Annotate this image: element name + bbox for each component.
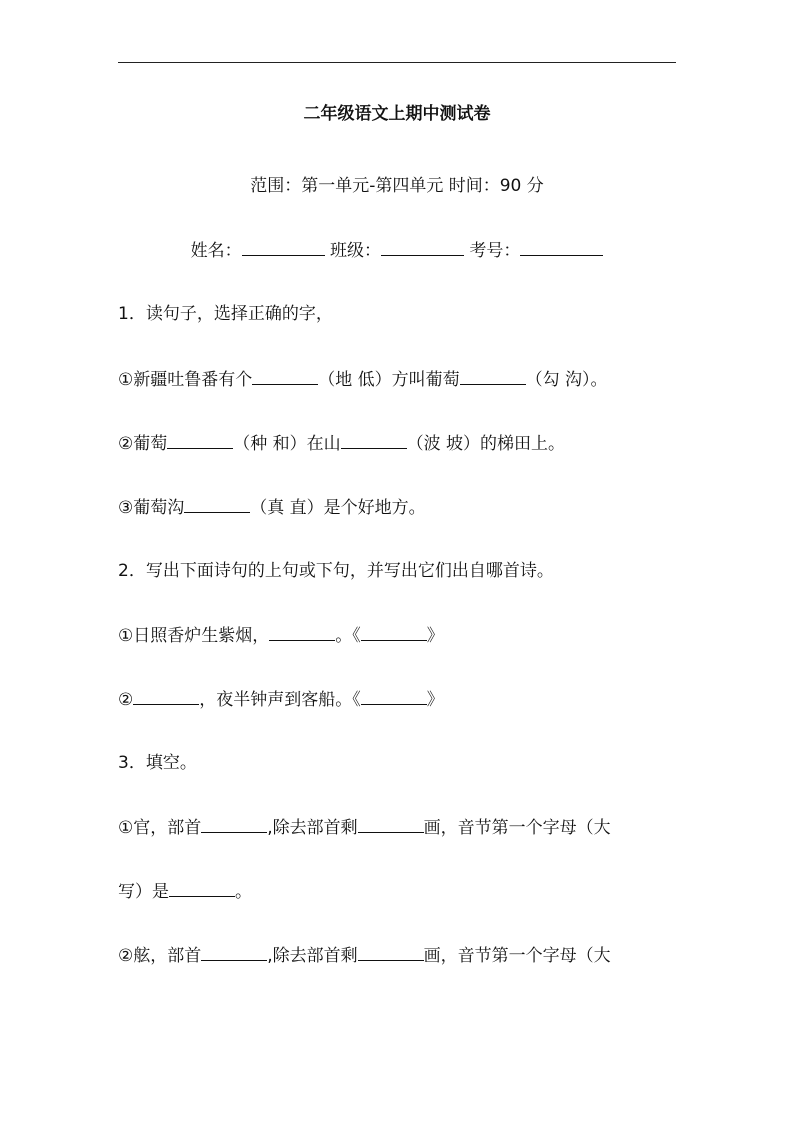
q3-line-1 (118, 816, 678, 839)
q3-s1-text-a: ①官，部首 (118, 818, 202, 838)
q1-s2-blank-2[interactable] (341, 432, 407, 449)
q2-s1-blank-2[interactable] (361, 624, 427, 641)
q3-s2-text-a: ②舷，部首 (118, 946, 202, 966)
q1-s1-blank-1[interactable] (252, 368, 318, 385)
q3-s1-text-e: 。 (235, 882, 252, 902)
q2-s1-blank-1[interactable] (269, 624, 335, 641)
q1-s1-text-b: （地 低）方叫葡萄 (318, 370, 460, 390)
q1-heading: 1．读句子，选择正确的字， (118, 304, 333, 324)
name-label: 姓名： (190, 241, 242, 261)
page-title: 二年级语文上期中测试卷 (303, 104, 491, 124)
q2-s1-text-b: 。《 (335, 626, 361, 646)
q1-sentence-1 (118, 368, 678, 391)
q2-line-1 (118, 624, 678, 647)
header-rule (118, 62, 676, 63)
exam-scope: 范围：第一单元-第四单元 时间：90 分 (250, 176, 544, 196)
q1-s1-blank-2[interactable] (460, 368, 526, 385)
q3-line-1-cont (118, 880, 678, 903)
q3-s2-blank-1[interactable] (201, 944, 267, 961)
q3-s1-text-c: 画，音节第一个字母（大 (423, 818, 611, 838)
name-blank[interactable] (242, 239, 325, 256)
q3-s1-text-d: 写）是 (118, 882, 169, 902)
q2-s2-blank-2[interactable] (361, 688, 427, 705)
q3-line-2 (118, 944, 678, 967)
q1-s3-blank-1[interactable] (184, 496, 250, 513)
student-info-row (0, 239, 794, 262)
q3-s2-text-c: 画，音节第一个字母（大 (423, 946, 611, 966)
q2-heading: 2．写出下面诗句的上句或下句，并写出它们出自哪首诗。 (118, 561, 554, 581)
q1-s2-blank-1[interactable] (167, 432, 233, 449)
q3-s1-text-b: ,除去部首剩 (267, 818, 358, 838)
class-blank[interactable] (381, 239, 464, 256)
q3-heading: 3．填空。 (118, 753, 197, 773)
q1-s2-text-b: （种 和）在山 (233, 434, 341, 454)
q1-sentence-3 (118, 496, 678, 519)
q3-s2-text-b: ,除去部首剩 (267, 946, 358, 966)
q1-s3-text-b: （真 直）是个好地方。 (250, 498, 426, 518)
number-blank[interactable] (520, 239, 603, 256)
q2-s1-text-a: ①日照香炉生紫烟， (118, 626, 270, 646)
q2-s2-text-a: ② (118, 690, 134, 710)
q1-s1-text-a: ①新疆吐鲁番有个 (118, 370, 253, 390)
q2-line-2 (118, 688, 678, 711)
q3-s1-blank-3[interactable] (169, 880, 235, 897)
q2-s2-blank-1[interactable] (133, 688, 199, 705)
q1-sentence-2 (118, 432, 678, 455)
q3-s1-blank-1[interactable] (201, 816, 267, 833)
q3-s1-blank-2[interactable] (358, 816, 424, 833)
q2-s1-text-c: 》 (426, 626, 444, 646)
q1-s1-text-c: （勾 沟）。 (525, 370, 608, 390)
class-label: 班级： (330, 241, 381, 261)
q2-s2-text-b: ，夜半钟声到客船。《 (199, 690, 361, 710)
number-label: 考号： (469, 241, 521, 261)
q2-s2-text-c: 》 (426, 690, 444, 710)
q1-s2-text-a: ②葡萄 (118, 434, 168, 454)
q1-s3-text-a: ③葡萄沟 (118, 498, 185, 518)
q3-s2-blank-2[interactable] (358, 944, 424, 961)
q1-s2-text-c: （波 坡）的梯田上。 (406, 434, 566, 454)
